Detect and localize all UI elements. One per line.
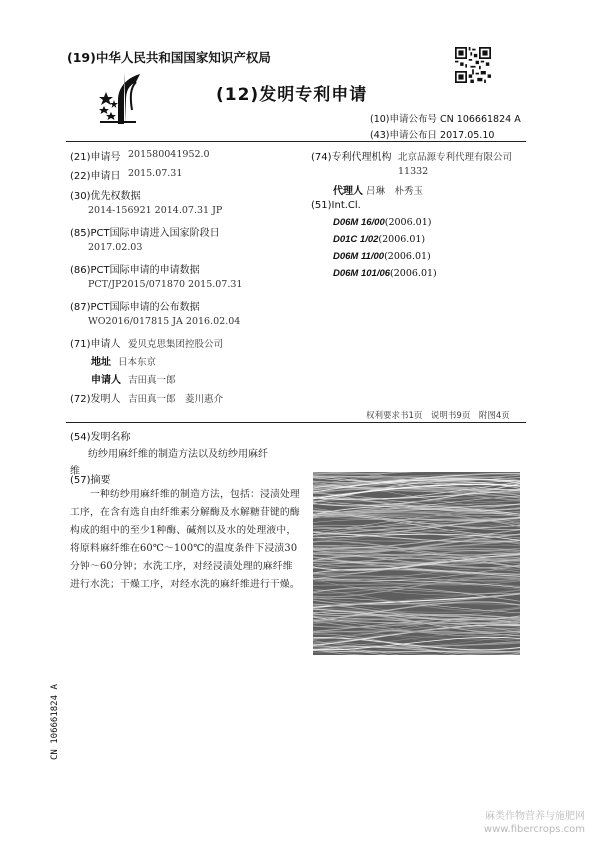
- office-name: (19)中华人民共和国国家知识产权局: [67, 50, 271, 65]
- pct-application-data-value: PCT/JP2015/071870 2015.07.31: [88, 279, 243, 290]
- application-date-label: (22)申请日: [70, 171, 121, 182]
- patent-agency-label: (74)专利代理机构: [311, 152, 392, 163]
- pct-publication-data-label: (87)PCT国际申请的公布数据: [70, 302, 200, 313]
- hemp-fiber-image: [313, 472, 520, 655]
- ipc-entry: D06M 11/00(2006.01): [333, 251, 431, 262]
- invention-title-line1: 纺纱用麻纤维的制造方法以及纺纱用麻纤: [88, 449, 268, 460]
- document-type-title: (12)发明专利申请: [216, 85, 368, 105]
- cnipa-logo-icon: [96, 70, 158, 126]
- abstract-label: (57)摘要: [70, 475, 111, 486]
- applicant-label: (71)申请人: [70, 339, 121, 350]
- application-date-value: 2015.07.31: [128, 168, 183, 179]
- inventor-value: 吉田真一郎 菱川惠介: [128, 394, 224, 405]
- inventor-label: (72)发明人: [70, 394, 121, 405]
- applicant2-value: 吉田真一郎: [128, 375, 176, 386]
- watermark-line2: www.fibercrops.com: [483, 824, 585, 835]
- header-divider: [66, 141, 526, 142]
- applicant-value: 爱贝克思集团控股公司: [128, 339, 224, 350]
- ipc-entry: D06M 101/06(2006.01): [333, 268, 437, 279]
- watermark-line1: 麻类作物营养与施肥网: [485, 811, 585, 822]
- publication-number: (10)申请公布号 CN 106661824 A: [370, 114, 521, 125]
- pct-national-phase-value: 2017.02.03: [88, 242, 143, 253]
- application-number-value: 201580041952.0: [128, 149, 210, 160]
- page-counts: 权利要求书1页 说明书9页 附图4页: [366, 411, 510, 421]
- site-watermark: [484, 810, 585, 836]
- patent-agency-code: 11332: [398, 166, 429, 177]
- vertical-publication-number: CN 106661824 A: [50, 684, 60, 760]
- applicant2-label: 申请人: [91, 375, 121, 386]
- priority-data-value: 2014-156921 2014.07.31 JP: [88, 205, 223, 216]
- ipc-entry: D01C 1/02(2006.01): [333, 234, 426, 245]
- patent-agency-value: 北京品源专利代理有限公司: [398, 152, 513, 163]
- abstract-text: 一种纺纱用麻纤维的制造方法，包括：浸渍处理工序，在含有选自由纤维素分解酶及水解糖苷键的酶构成的组中的至少1种酶、碱剂以及水的处理液中，将原料麻纤维在60℃～100℃的温度条件下浸渍30分钟～60分钟；水洗工序，对经浸渍处理的麻纤维进行水洗；干燥工序，对经水洗的麻纤维进行干燥。: [70, 489, 300, 590]
- invention-title-label: (54)发明名称: [70, 432, 131, 443]
- priority-data-label: (30)优先权数据: [70, 191, 141, 202]
- section-divider: [66, 422, 526, 423]
- qr-code-icon: [455, 47, 491, 83]
- ipc-entry: D06M 16/00(2006.01): [333, 217, 432, 228]
- address-label: 地址: [91, 357, 111, 368]
- pct-publication-data-value: WO2016/017815 JA 2016.02.04: [88, 316, 241, 327]
- int-cl-label: (51)Int.Cl.: [311, 200, 361, 211]
- pct-national-phase-label: (85)PCT国际申请进入国家阶段日: [70, 228, 220, 239]
- pct-application-data-label: (86)PCT国际申请的申请数据: [70, 265, 200, 276]
- agent-value: 吕琳 朴秀玉: [366, 186, 424, 197]
- invention-title-line2: 维: [70, 466, 80, 477]
- address-value: 日本东京: [118, 357, 157, 368]
- agent-label: 代理人: [333, 186, 363, 197]
- publication-date: (43)申请公布日 2017.05.10: [370, 130, 495, 141]
- application-number-label: (21)申请号: [70, 152, 121, 163]
